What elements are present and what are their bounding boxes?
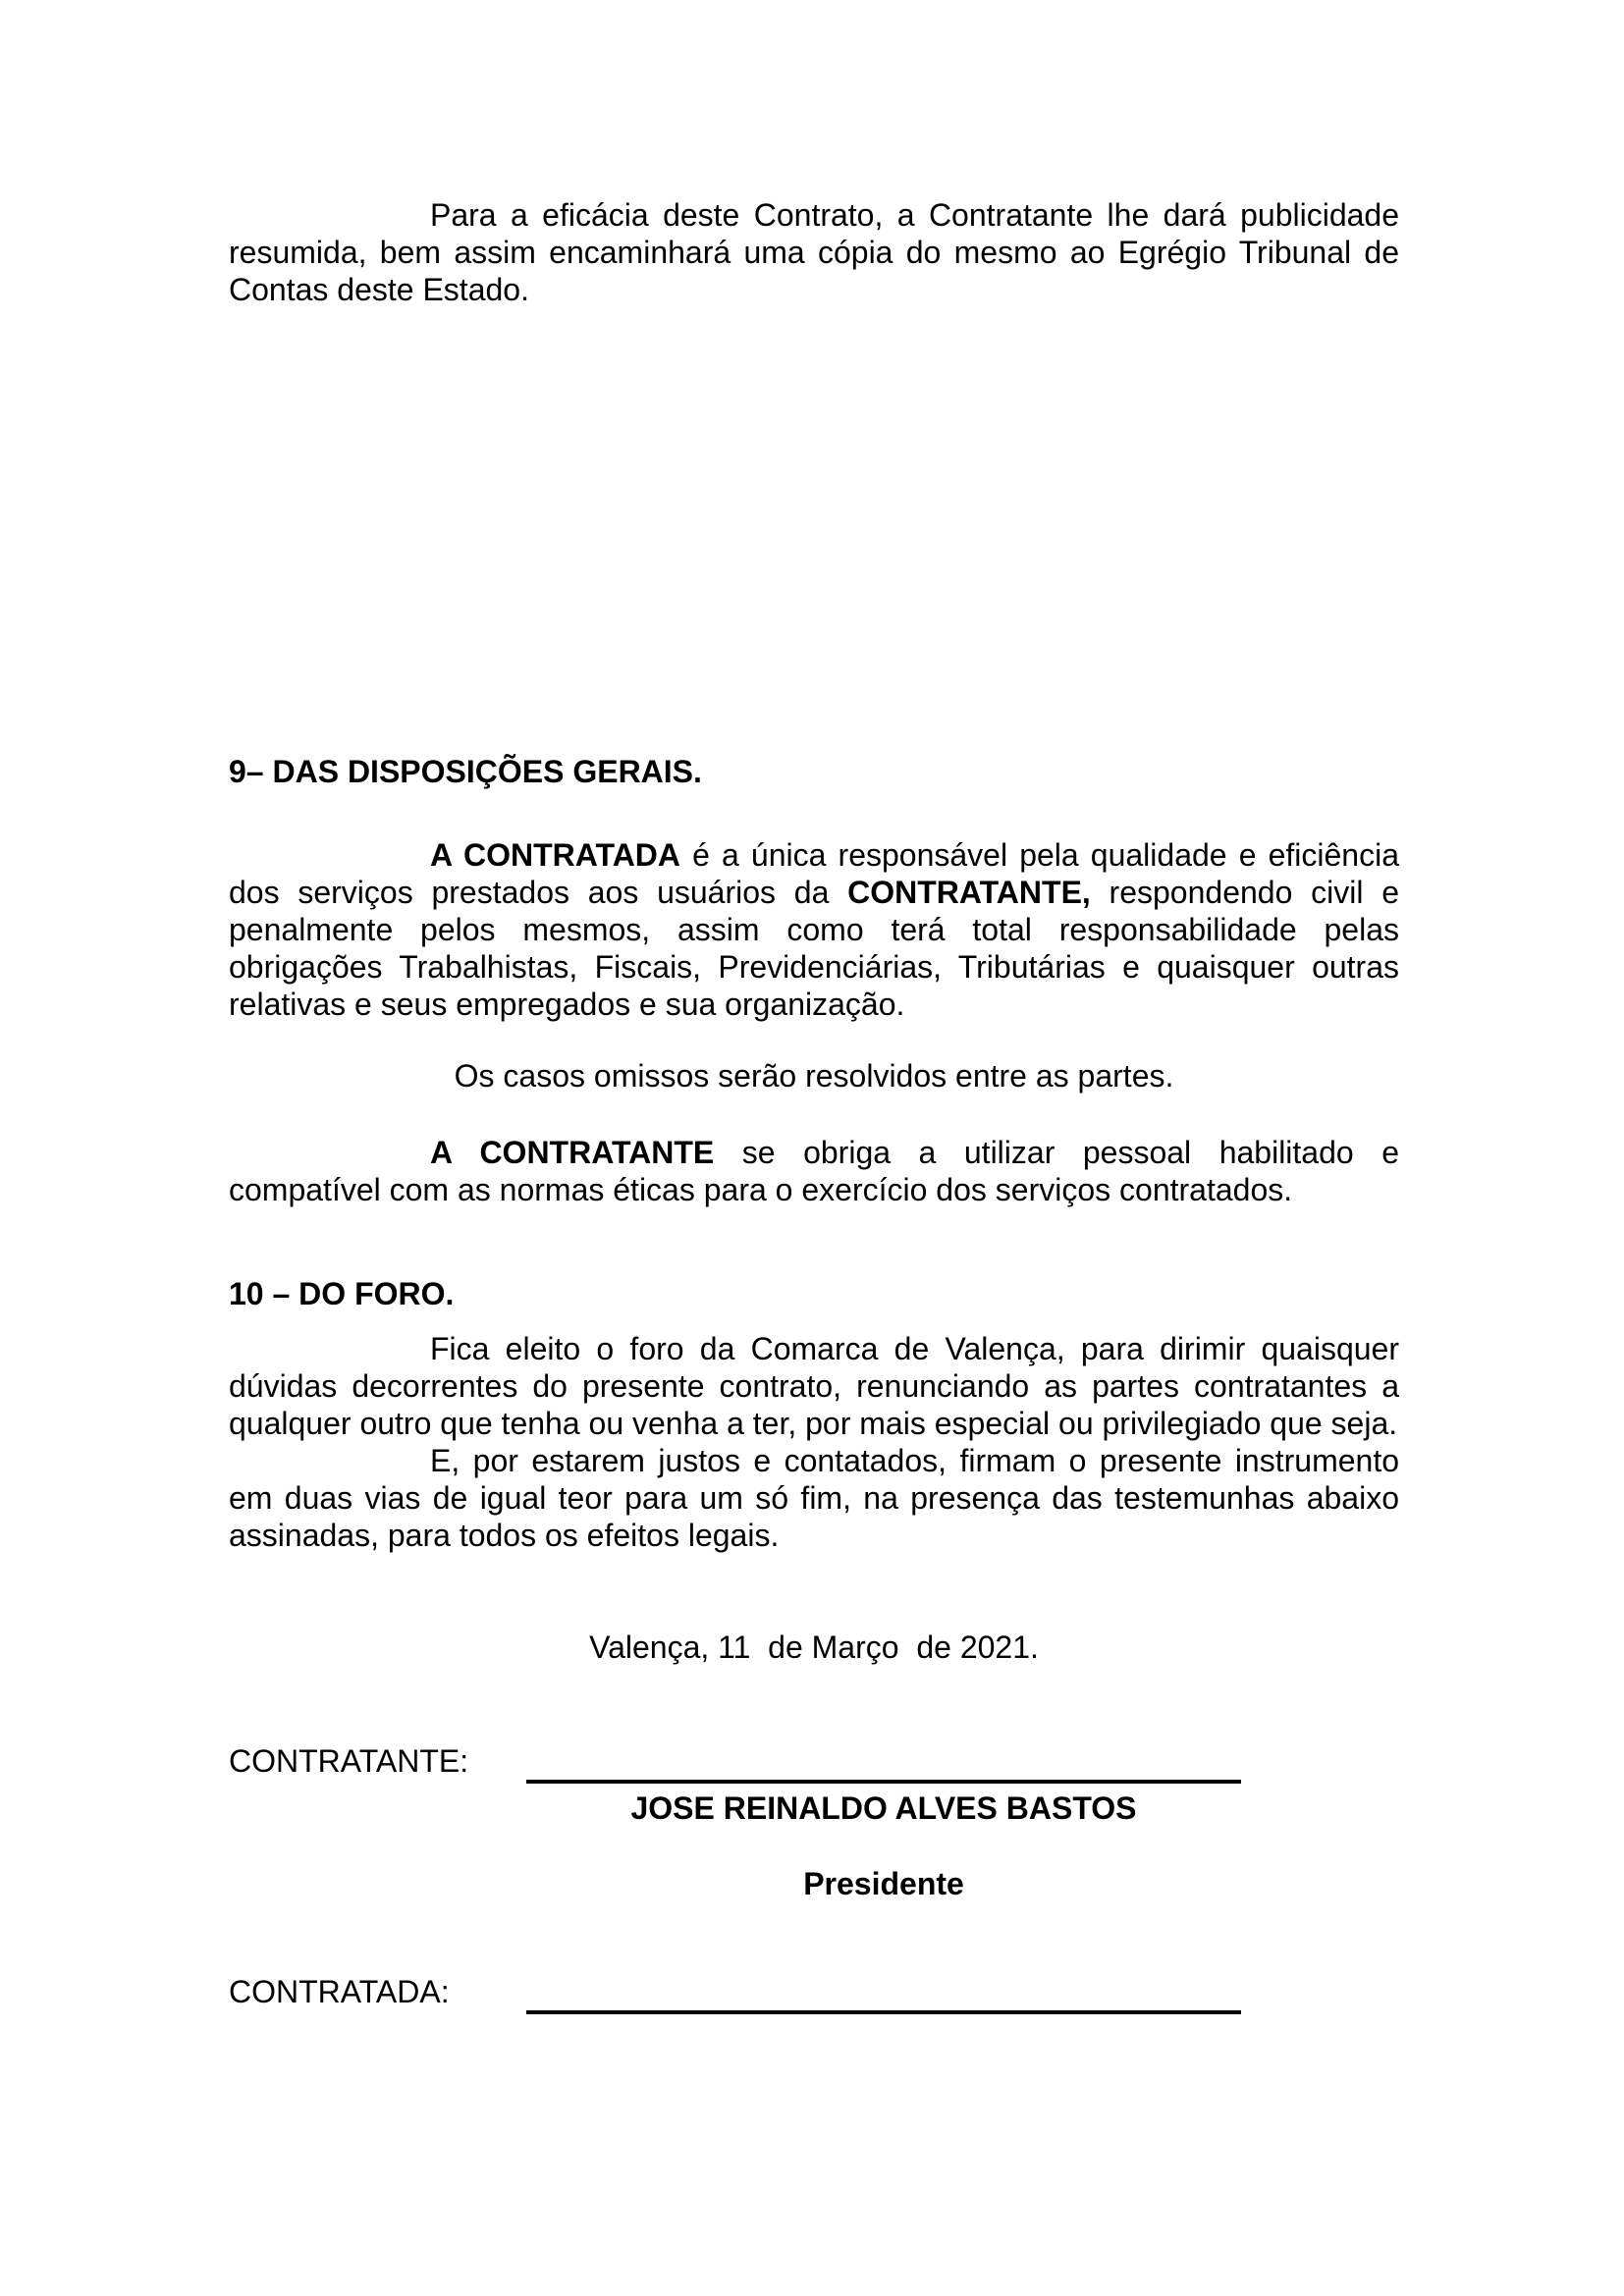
bold-a-contratante: A CONTRATANTE xyxy=(430,1135,715,1170)
paragraph-publicidade: Para a eficácia deste Contrato, a Contratante lhe dará publicidade resumida, bem assim encaminhará uma cópia do mesmo ao Egrégio Tribunal de Contas deste Estado. xyxy=(229,197,1399,307)
bold-contratante-ref: CONTRATANTE, xyxy=(847,875,1091,910)
paragraph-casos-omissos: Os casos omissos serão resolvidos entre as partes. xyxy=(454,1058,1174,1094)
date-line: Valença, 11 de Março de 2021. xyxy=(589,1629,1039,1665)
page-content xyxy=(229,0,1399,2014)
contratante-signatory-name: JOSE REINALDO ALVES BASTOS xyxy=(630,1790,1137,1826)
paragraph-contratante-text: se obriga a utilizar pessoal habilitado e compatível com as normas éticas para o exercício dos serviços contratados. xyxy=(229,1135,1400,1207)
paragraph-contratada-text-1: é a única responsável pela qualidade e eficiência dos serviços prestados aos usuários da xyxy=(229,837,1400,910)
contratada-signature-row xyxy=(229,1973,1399,2014)
heading-do-foro: 10 – DO FORO. xyxy=(229,1276,455,1311)
contratante-label: CONTRATANTE: xyxy=(229,1743,469,1779)
paragraph-contratante xyxy=(229,1134,1399,1208)
contratada-label: CONTRATADA: xyxy=(229,1974,450,2009)
bold-a-contratada: A CONTRATADA xyxy=(430,837,681,873)
contratante-signature-line xyxy=(526,1742,1241,1784)
heading-disposicoes-gerais: 9– DAS DISPOSIÇÕES GERAIS. xyxy=(229,754,702,789)
contratante-signatory-title: Presidente xyxy=(803,1866,964,1901)
contratante-signature-row xyxy=(229,1742,1399,1784)
paragraph-contratada-text-2: respondendo civil e penalmente pelos mesmos, assim como terá total responsabilidade pelas obrigações Trabalhistas, Fiscais, Previdenciárias, Tributárias e quaisquer outras relativas e seus empregados e sua organização. xyxy=(229,875,1399,1022)
contratada-signature-line xyxy=(526,1973,1241,2014)
paragraph-contratada xyxy=(229,836,1399,1023)
paragraph-foro: Fica eleito o foro da Comarca de Valença, para dirimir quaisquer dúvidas decorrentes do presente contrato, renunciando as partes contratantes a qualquer outro que tenha ou venha a ter, por mais especial ou privilegiado que seja. xyxy=(229,1331,1399,1441)
paragraph-firmam: E, por estarem justos e contatados, firmam o presente instrumento em duas vias de igual teor para um só fim, na presença das testemunhas abaixo assinadas, para todos os efeitos legais. xyxy=(229,1443,1399,1553)
